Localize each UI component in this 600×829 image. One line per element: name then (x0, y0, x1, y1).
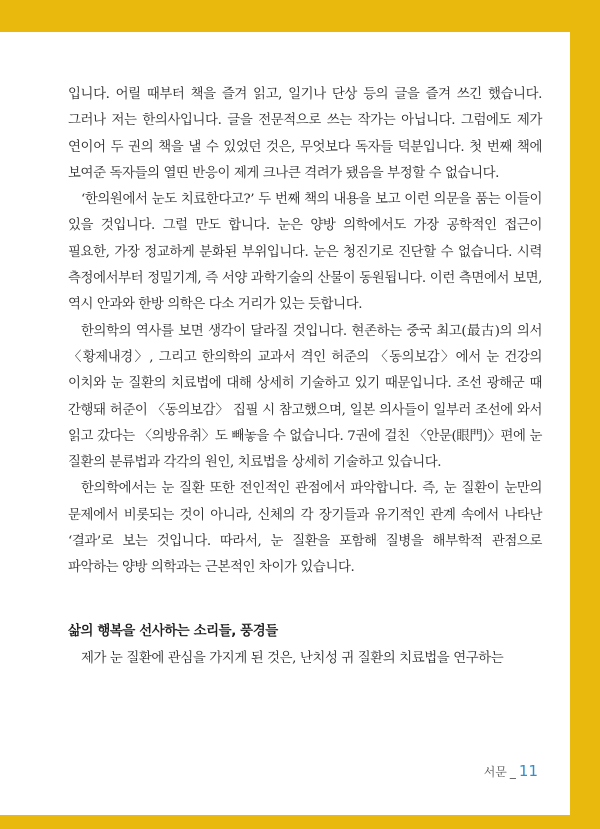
top-frame-bar (0, 0, 600, 32)
footer-separator: _ (509, 765, 516, 779)
paragraph-continued: 입니다. 어릴 때부터 책을 즐겨 읽고, 일기나 단상 등의 글을 즐겨 쓰긴 했습니다. 그러나 저는 한의사입니다. 글을 전문적으로 쓰는 작가는 아닙니다. 그럼에도 제가 연이어 두 권의 책을 낼 수 있었던 것은, 무엇보다 독자들 덕분입니다. 첫 번째 책에 보여준 독자들의 열띤 반응이 제게 크나큰 격려가 됐음을 부정할 수 없습니다. (68, 87, 542, 181)
page-number: 11 (518, 762, 538, 780)
page-footer (484, 762, 538, 780)
right-frame-bar (570, 0, 600, 829)
bottom-frame-bar (0, 815, 600, 829)
paragraph-holistic: 한의학에서는 눈 질환 또한 전인적인 관점에서 파악합니다. 즉, 눈 질환이 눈만의 문제에서 비롯되는 것이 아니라, 신체의 각 장기들과 유기적인 관계 속에서 나타난 ‘결과’로 보는 것입니다. 따라서, 눈 질환을 포함해 질병을 해부학적 관점으로 파악하는 양방 의학과는 근본적인 차이가 있습니다. (68, 481, 542, 576)
paragraph-section-start: 제가 눈 질환에 관심을 가지게 된 것은, 난치성 귀 질환의 치료법을 연구하는 (81, 650, 504, 666)
section-heading: 삶의 행복을 선사하는 소리들, 풍경들 (68, 623, 278, 639)
paragraph-question: ‘한의원에서 눈도 치료한다고?’ 두 번째 책의 내용을 보고 이런 의문을 품는 이들이 있을 것입니다. 그럴 만도 합니다. 눈은 양방 의학에서도 가장 공학적인 접근이 필요한, 가장 정교하게 분화된 부위입니다. 눈은 청진기로 진단할 수 없습니다. 시력 측정에서부터 정밀기계, 즉 서양 과학기술의 산물이 동원됩니다. 이런 측면에서 보면, 역시 안과와 한방 의학은 다소 거리가 있는 듯합니다. (68, 192, 542, 313)
footer-section-label: 서문 (483, 765, 507, 779)
page-body (68, 82, 542, 672)
paragraph-history: 한의학의 역사를 보면 생각이 달라질 것입니다. 현존하는 중국 최고(最古)의 의서 〈황제내경〉, 그리고 한의학의 교과서 격인 허준의 〈동의보감〉에서 눈 건강의 이치와 눈 질환의 치료법에 대해 상세히 기술하고 있기 때문입니다. 조선 광해군 때 간행돼 허준이 〈동의보감〉 집필 시 참고했으며, 일본 의사들이 일부러 조선에 와서 읽고 갔다는 〈의방유취〉도 빼놓을 수 없습니다. 7권에 걸친 〈안문(眼門)〉편에 눈 질환의 분류법과 각각의 원인, 치료법을 상세히 기술하고 있습니다. (68, 323, 542, 471)
